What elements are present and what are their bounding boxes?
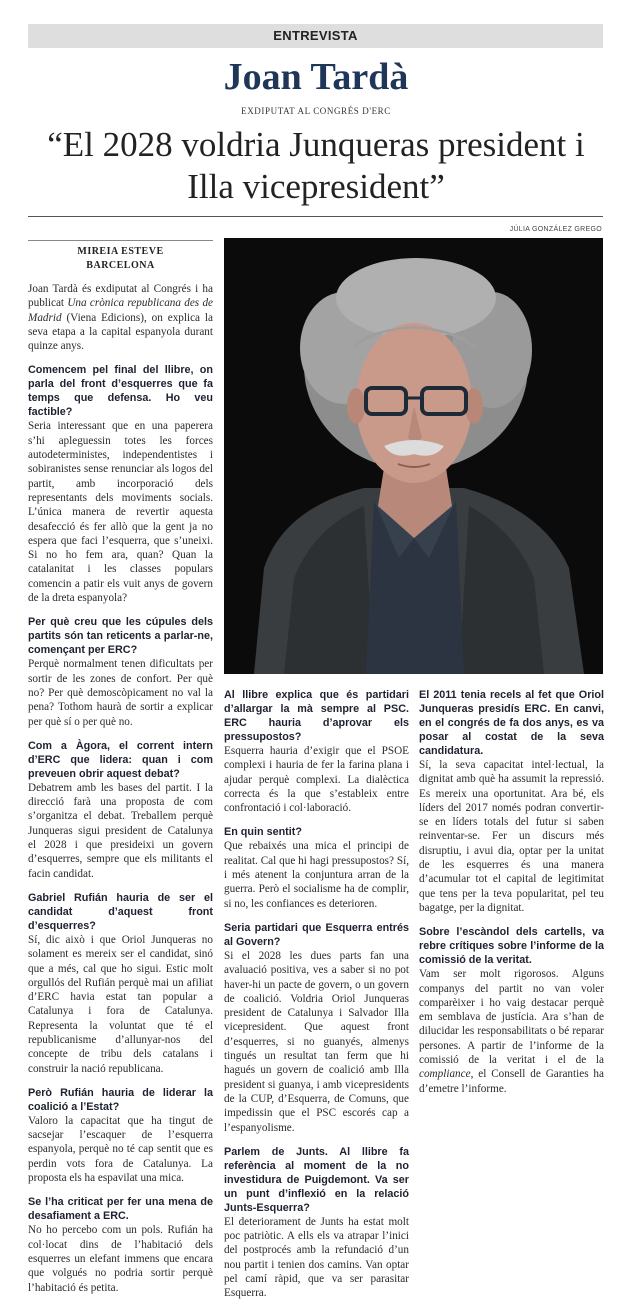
- text-column-2: [224, 688, 409, 1300]
- header-rule: [28, 216, 603, 217]
- interviewee-role: EXDIPUTAT AL CONGRÉS D'ERC: [241, 106, 391, 116]
- text-column-3: [419, 688, 604, 1190]
- byline: [28, 240, 213, 273]
- answer: El deteriorament de Junts ha estat molt poc patriòtic. A ells els va atrapar l’inici del postprocés amb la refundació d’un nou partit i tenien dos camins. Van optar pel camí ràpid, que va ser parasitar Esquerra.: [224, 1215, 409, 1300]
- answer: Sí, la seva capacitat intel·lectual, la dignitat amb què ha assumit la repressió. Es mereix una oportunitat. Ara bé, els líders del 2017 només podran convertir-se en líders totals del futur si saben reinventar-se. Fer un discurs més disruptiu, i avui dia, optar per la unitat de les esquerres és una manera d’acumular tot el capital de legitimitat que tens per la teva popularitat, pel teu bagatge, per la dignitat.: [419, 759, 604, 914]
- question: En quin sentit?: [224, 826, 302, 839]
- question: Gabriel Rufián hauria de ser el candidat d’aquest front d’esquerres?: [28, 891, 213, 932]
- answer: No ho percebo com un pols. Rufián ha col·locat dins de l’habitació dels esquerres un elefant immens que encara que volgués no podria sortir perquè l’habitació és petita.: [28, 1224, 213, 1294]
- answer: Esquerra hauria d’exigir que el PSOE complexi i hauria de fer la farina plana i ajudar perquè complexi. La dialèctica correcta és la que s’estableix entre confrontació i col·laboració.: [224, 745, 409, 815]
- answer: Debatrem amb les bases del partit. I la direcció farà una proposta de com s’organitza el debat. Treballem perquè Junqueras sigui president de Catalunya el 2028 i que presideixi un govern d’esquerres, sempre que els militants el facin candidat.: [28, 781, 213, 880]
- question: Per què creu que les cúpules dels partits són tan reticents a parlar-ne, començant per ERC?: [28, 616, 213, 657]
- question: Se l’ha criticat per fer una mena de desafiament a ERC.: [28, 1196, 213, 1223]
- question: El 2011 tenia recels al fet que Oriol Junqueras presidís ERC. En canvi, en el congrés de fa dos anys, es va posar al costat de la seva candidatura.: [419, 689, 604, 757]
- question: Seria partidari que Esquerra entrés al Govern?: [224, 921, 409, 948]
- question: Però Rufián hauria de liderar la coalició a l’Estat?: [28, 1086, 213, 1113]
- answer: Valoro la capacitat que ha tingut de sacsejar l’escaquer de l’esquerra espanyola, perquè no té cap sentit que es perdin vots fora de Catalunya. La proposta els ha espavilat una mica.: [28, 1114, 213, 1185]
- portrait-photo: [224, 238, 603, 674]
- portrait-illustration: [224, 238, 603, 674]
- byline-city: BARCELONA: [86, 260, 155, 271]
- section-label: ENTREVISTA: [28, 24, 603, 48]
- lead-text-end: (Viena Edicions), on explica la seva etapa a la capital espanyola durant quinze anys.: [28, 311, 213, 353]
- question: Comencem pel final del llibre, on parla del front d’esquerres que fa temps que defensa. Ho veu factible?: [28, 364, 213, 419]
- question: Com a Àgora, el corrent intern d’ERC que lidera: quan i com preveuen obrir aquest debat?: [28, 739, 213, 780]
- question: Parlem de Junts. Al llibre fa referència al moment de la no investidura de Puigdemont. Va ser un punt d’inflexió en la relació Junts-Esquerra?: [224, 1145, 409, 1214]
- answer-text: Vam ser molt rigorosos. Alguns companys del partit no van voler comparèixer i ho vaig destacar perquè em semblava de justícia. Ara s’han de dilucidar les responsabilitats o bé reparar persones. A partir de l’informe de la comissió de la veritat i el de la: [419, 968, 604, 1067]
- answer: Sí, dic això i que Oriol Junqueras no solament es mereix ser el candidat, sinó que a més, cal que ho sigui. Estic molt orgullós del Rufián perquè mai un afiliat d’ERC havia estat tan popular a Catalunya i fora de Catalunya. Representa la voluntat que té el republicanisme d’allunyar-nos del concepte de tribu dels catalans i construir la nació republicana.: [28, 933, 213, 1075]
- byline-author: MIREIA ESTEVE: [77, 246, 164, 257]
- lead-paragraph: [28, 282, 213, 353]
- interviewee-name: Joan Tardà: [223, 56, 409, 98]
- answer: [419, 967, 604, 1096]
- answer: Perquè normalment tenen dificultats per sortir de les zones de confort. Per què no? Per què demoscòpicament no val la pena? Tothom haurà de sortir a explicar per què sí o per què no.: [28, 658, 213, 728]
- answer: Seria interessant que en una paperera s’hi apleguessin totes les forces autodeterministes, independentistes i sobiranistes sense renunciar als logos del partit, amb incorporació dels representants dels moviments socials. L’única manera de revertir aquesta desafecció és fer allò que la gent ja no espera que faci l’esquerra, que s’uneixi. Si no ho fem ara, quan? Quan la catalanitat i les classes populars comencin a patir els vuit anys de govern de la dreta espanyola?: [28, 420, 213, 605]
- book-title: Una crònica republicana des de Madrid: [28, 297, 214, 324]
- headline: “El 2028 voldria Junqueras president i Illa vicepresident”: [47, 125, 585, 206]
- photo-credit: JÚLIA GONZÁLEZ GREGO: [509, 226, 602, 233]
- answer: Que rebaixés una mica el principi de realitat. Cal que hi hagi pressupostos? Sí, i més atenent la conjuntura arran de la guerra. Però el socialisme ha de complir, si no, les confiances es deterioren.: [224, 840, 409, 910]
- answer: Si el 2028 les dues parts fan una avaluació positiva, ves a saber si no pot haver-hi un pacte de govern, o un govern de coalició. Voldria Oriol Junqueras president de Catalunya i Salvador Illa vicepresident. Que aquest front d’esquerres, si no guanyés, almenys tingués un resultat tan ferm que hi hagués un govern de coalició amb Illa president si guanya, i amb vicepresidents de la CUP, d’Esquerra, de Comuns, que impedissin que el PSC escorés cap a l’espanyolisme.: [224, 949, 409, 1134]
- answer-text-end: , el Consell de Garanties ha d’emetre l’informe.: [419, 1068, 604, 1095]
- question: Al llibre explica que és partidari d’allargar la mà sempre al PSC. ERC hauria d’aprovar els pressupostos?: [224, 689, 409, 743]
- answer-emphasis: compliance: [419, 1068, 471, 1081]
- question: Sobre l’escàndol dels cartells, va rebre crítiques sobre l’informe de la comissió de la veritat.: [419, 926, 604, 967]
- lead-text: Joan Tardà és exdiputat al Congrés i ha publicat: [28, 283, 213, 310]
- text-column-1: [28, 282, 214, 1294]
